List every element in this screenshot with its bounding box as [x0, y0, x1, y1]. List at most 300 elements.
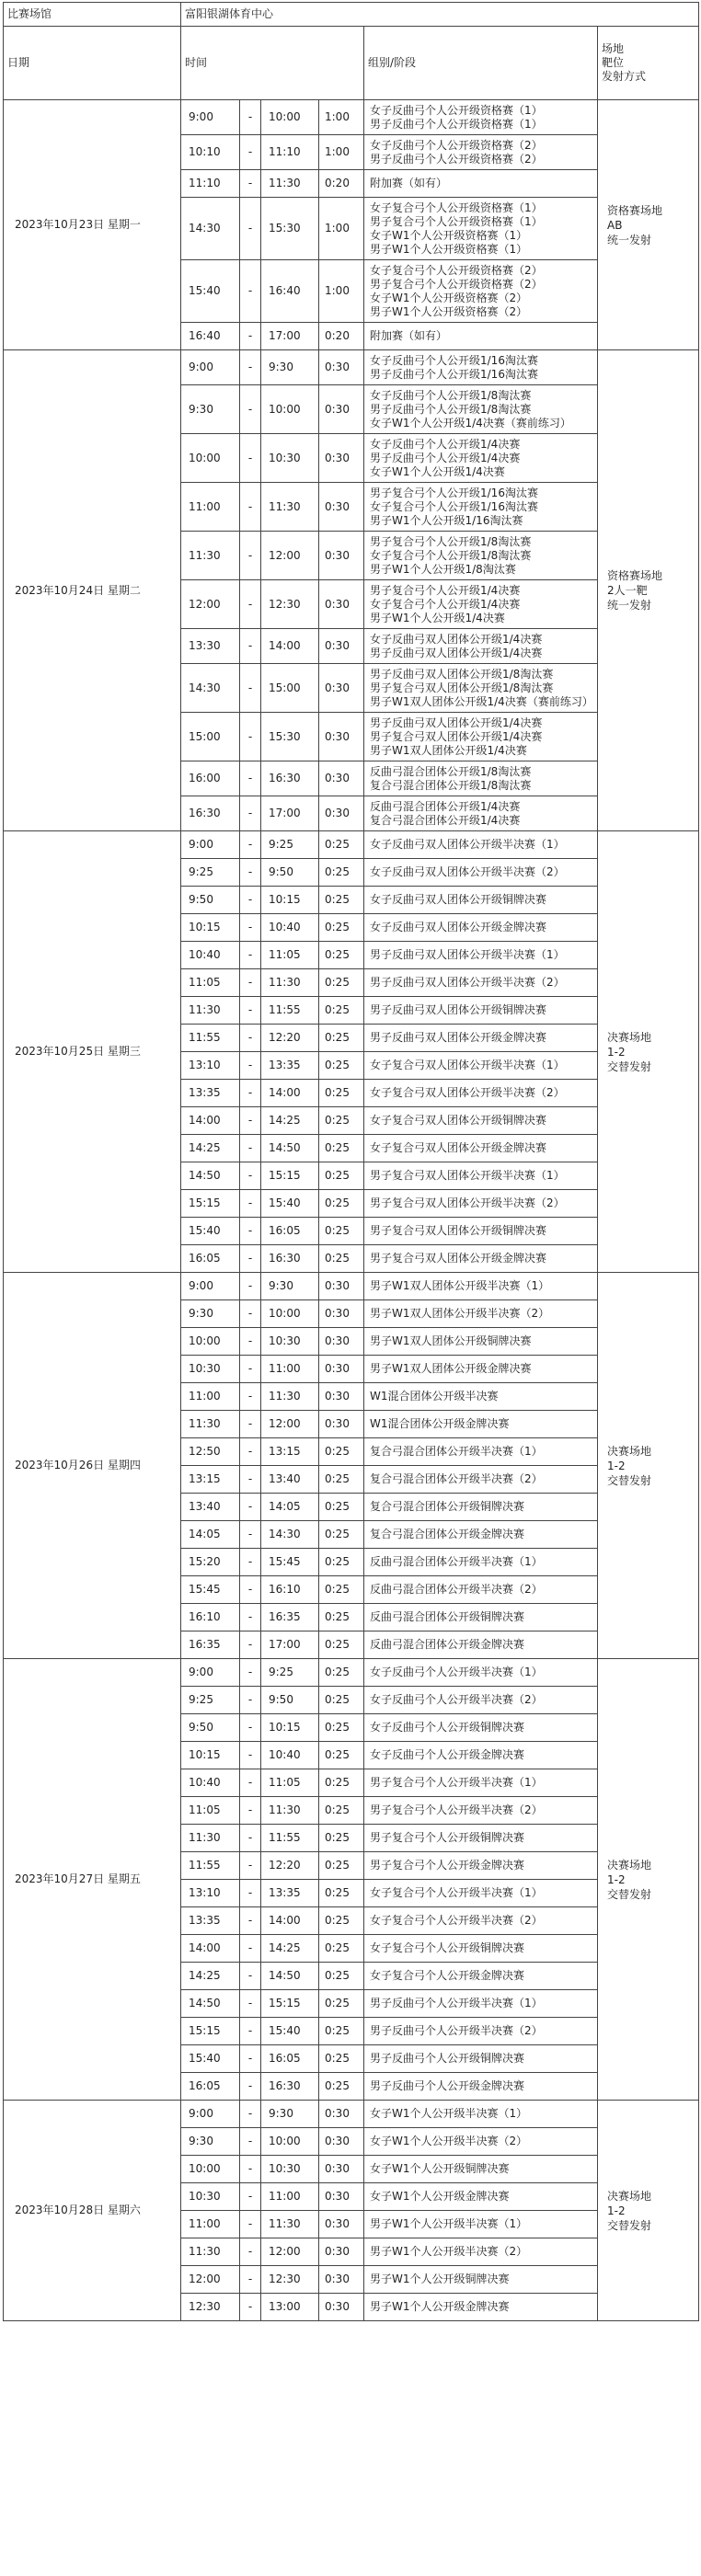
start-time: 16:05 [181, 2073, 240, 2101]
event-name: 男子复合弓个人公开级资格赛（2） [370, 277, 543, 291]
start-time: 10:40 [181, 942, 240, 969]
event-name: 男子W1个人公开级1/16淘汰赛 [370, 513, 523, 527]
time-separator: - [240, 2018, 261, 2045]
start-time: 10:15 [181, 1742, 240, 1769]
end-time: 9:30 [261, 1273, 319, 1300]
duration: 0:25 [319, 1880, 364, 1907]
end-time: 15:15 [261, 1990, 319, 2018]
duration: 0:30 [319, 761, 364, 796]
end-time: 11:30 [261, 2211, 319, 2238]
end-time: 10:00 [261, 100, 319, 135]
schedule-row [4, 1273, 699, 1300]
event-cell [364, 323, 598, 350]
duration: 0:30 [319, 664, 364, 713]
duration: 0:30 [319, 350, 364, 385]
event-name: 女子复合弓双人团体公开级铜牌决赛 [370, 1114, 547, 1127]
end-time: 11:30 [261, 969, 319, 997]
event-name: 女子复合弓个人公开级1/16淘汰赛 [370, 499, 538, 513]
duration: 0:25 [319, 1935, 364, 1963]
event-name: 男子反曲弓个人公开级1/8淘汰赛 [370, 402, 532, 416]
end-time: 14:25 [261, 1107, 319, 1135]
event-name: 男子复合弓个人公开级金牌决赛 [370, 1859, 525, 1872]
event-name: 男子W1个人公开级资格赛（2） [370, 304, 528, 318]
event-name: 男子复合弓个人公开级铜牌决赛 [370, 1831, 525, 1844]
duration: 0:25 [319, 1549, 364, 1576]
time-separator: - [240, 1549, 261, 1576]
start-time: 12:50 [181, 1438, 240, 1466]
venue-name: 富阳银湖体育中心 [181, 3, 699, 27]
end-time: 11:30 [261, 1797, 319, 1825]
time-separator: - [240, 1438, 261, 1466]
event-name: 男子复合弓双人团体公开级1/8淘汰赛 [370, 681, 554, 694]
end-time: 15:45 [261, 1549, 319, 1576]
event-name: 女子复合弓个人公开级资格赛（2） [370, 263, 543, 277]
event-name: 女子W1个人公开级金牌决赛 [370, 2190, 510, 2203]
start-time: 16:05 [181, 1245, 240, 1273]
event-cell [364, 859, 598, 887]
schedule-row [4, 1659, 699, 1687]
start-time: 11:30 [181, 1411, 240, 1438]
end-time: 16:30 [261, 2073, 319, 2101]
duration: 0:30 [319, 1383, 364, 1411]
event-name: 女子复合弓双人团体公开级半决赛（2） [370, 1086, 565, 1099]
event-cell [364, 1963, 598, 1990]
start-time: 10:30 [181, 2183, 240, 2211]
start-time: 13:40 [181, 1494, 240, 1521]
start-time: 13:30 [181, 629, 240, 664]
end-time: 17:00 [261, 796, 319, 831]
event-name: 男子反曲弓个人公开级资格赛（2） [370, 152, 543, 166]
event-name: 男子反曲弓个人公开级半决赛（1） [370, 1997, 543, 2009]
event-name: 男子反曲弓双人团体公开级金牌决赛 [370, 1031, 547, 1044]
start-time: 9:00 [181, 350, 240, 385]
duration: 0:30 [319, 1273, 364, 1300]
end-time: 11:10 [261, 135, 319, 170]
end-time: 15:30 [261, 198, 319, 260]
event-name: 复合弓混合团体公开级1/4决赛 [370, 813, 521, 827]
event-name: 男子反曲弓个人公开级半决赛（2） [370, 2024, 543, 2037]
event-cell [364, 1383, 598, 1411]
time-separator: - [240, 887, 261, 914]
event-cell [364, 1080, 598, 1107]
time-separator: - [240, 2211, 261, 2238]
event-cell [364, 1659, 598, 1687]
duration: 0:20 [319, 170, 364, 198]
duration: 0:25 [319, 1576, 364, 1604]
event-cell [364, 831, 598, 859]
start-time: 11:30 [181, 2238, 240, 2266]
event-cell [364, 1218, 598, 1245]
time-separator: - [240, 2073, 261, 2101]
event-name: 女子反曲弓个人公开级半决赛（2） [370, 1693, 543, 1706]
time-separator: - [240, 1604, 261, 1631]
end-time: 11:55 [261, 1825, 319, 1852]
time-separator: - [240, 1521, 261, 1549]
time-separator: - [240, 1769, 261, 1797]
time-separator: - [240, 1687, 261, 1714]
event-name: 男子复合弓双人团体公开级半决赛（1） [370, 1169, 565, 1182]
event-cell [364, 580, 598, 629]
duration: 0:25 [319, 1990, 364, 2018]
duration: 0:30 [319, 2294, 364, 2321]
time-separator: - [240, 1356, 261, 1383]
time-separator: - [240, 1135, 261, 1162]
duration: 0:25 [319, 1080, 364, 1107]
event-name: 女子W1个人公开级1/4决赛（赛前练习） [370, 416, 571, 429]
time-separator: - [240, 532, 261, 580]
event-name: 女子反曲弓个人公开级半决赛（1） [370, 1666, 543, 1678]
event-name: 男子复合弓个人公开级1/16淘汰赛 [370, 486, 538, 499]
date-column-header: 日期 [4, 27, 181, 100]
end-time: 10:40 [261, 1742, 319, 1769]
event-cell [364, 434, 598, 483]
duration: 0:30 [319, 2238, 364, 2266]
event-name: 男子反曲弓个人公开级1/16淘汰赛 [370, 367, 538, 381]
time-separator: - [240, 1714, 261, 1742]
field-shooting-mode: 决赛场地 1-2 交替发射 [598, 2101, 699, 2321]
event-name: 男子W1双人团体公开级半决赛（2） [370, 1307, 550, 1320]
event-cell [364, 170, 598, 198]
event-name: 反曲弓混合团体公开级1/8淘汰赛 [370, 764, 532, 778]
time-separator: - [240, 831, 261, 859]
end-time: 11:30 [261, 1383, 319, 1411]
event-cell [364, 1025, 598, 1052]
group-column-header: 组别/阶段 [364, 27, 598, 100]
duration: 0:25 [319, 1025, 364, 1052]
start-time: 13:15 [181, 1466, 240, 1494]
duration: 0:25 [319, 1852, 364, 1880]
start-time: 9:00 [181, 831, 240, 859]
start-time: 10:00 [181, 2156, 240, 2183]
event-name: 男子复合弓双人团体公开级半决赛（2） [370, 1196, 565, 1209]
start-time: 11:55 [181, 1025, 240, 1052]
event-name: 男子W1双人团体公开级金牌决赛 [370, 1362, 532, 1375]
time-separator: - [240, 1080, 261, 1107]
event-name: 女子反曲弓个人公开级资格赛（2） [370, 138, 543, 152]
event-name: 附加赛（如有） [370, 329, 448, 342]
field-column-header: 场地 靶位 发射方式 [598, 27, 699, 100]
duration: 0:25 [319, 831, 364, 859]
event-name: 男子反曲弓双人团体公开级半决赛（1） [370, 948, 565, 961]
event-name: 男子复合弓个人公开级半决赛（2） [370, 1803, 543, 1816]
event-name: 男子复合弓双人团体公开级1/4决赛 [370, 729, 543, 743]
duration: 0:30 [319, 1356, 364, 1383]
venue-header-row [4, 3, 699, 27]
start-time: 14:30 [181, 198, 240, 260]
time-separator: - [240, 1659, 261, 1687]
time-separator: - [240, 434, 261, 483]
time-separator: - [240, 580, 261, 629]
time-separator: - [240, 198, 261, 260]
end-time: 15:00 [261, 664, 319, 713]
time-separator: - [240, 1383, 261, 1411]
event-cell [364, 198, 598, 260]
start-time: 14:50 [181, 1990, 240, 2018]
end-time: 10:30 [261, 434, 319, 483]
field-shooting-mode: 决赛场地 1-2 交替发射 [598, 831, 699, 1273]
event-name: 男子W1个人公开级资格赛（1） [370, 242, 528, 256]
event-cell [364, 1549, 598, 1576]
duration: 0:25 [319, 1052, 364, 1080]
start-time: 12:00 [181, 580, 240, 629]
event-name: W1混合团体公开级金牌决赛 [370, 1417, 510, 1430]
end-time: 10:30 [261, 1328, 319, 1356]
event-name: 女子W1个人公开级资格赛（1） [370, 228, 528, 242]
start-time: 16:35 [181, 1631, 240, 1659]
event-cell [364, 1687, 598, 1714]
time-separator: - [240, 969, 261, 997]
duration: 0:30 [319, 2211, 364, 2238]
start-time: 13:35 [181, 1080, 240, 1107]
duration: 0:25 [319, 2045, 364, 2073]
end-time: 13:35 [261, 1052, 319, 1080]
event-name: 男子复合弓个人公开级1/8淘汰赛 [370, 534, 532, 548]
event-cell [364, 1880, 598, 1907]
end-time: 16:10 [261, 1576, 319, 1604]
event-name: 女子反曲弓个人公开级金牌决赛 [370, 1748, 525, 1761]
duration: 1:00 [319, 100, 364, 135]
event-cell [364, 1190, 598, 1218]
duration: 0:25 [319, 2018, 364, 2045]
event-name: 女子反曲弓个人公开级1/4决赛 [370, 437, 521, 451]
duration: 0:25 [319, 1797, 364, 1825]
event-cell [364, 260, 598, 323]
end-time: 9:25 [261, 1659, 319, 1687]
start-time: 11:30 [181, 1825, 240, 1852]
event-name: 女子反曲弓双人团体公开级半决赛（1） [370, 838, 565, 851]
end-time: 12:00 [261, 1411, 319, 1438]
end-time: 13:35 [261, 1880, 319, 1907]
duration: 0:25 [319, 969, 364, 997]
time-separator: - [240, 2128, 261, 2156]
start-time: 16:10 [181, 1604, 240, 1631]
end-time: 14:00 [261, 629, 319, 664]
event-cell [364, 1990, 598, 2018]
event-name: 男子反曲弓个人公开级铜牌决赛 [370, 2052, 525, 2065]
start-time: 16:30 [181, 796, 240, 831]
column-header-row [4, 27, 699, 100]
duration: 0:30 [319, 434, 364, 483]
end-time: 15:40 [261, 2018, 319, 2045]
event-name: 男子反曲弓双人团体公开级半决赛（2） [370, 976, 565, 989]
event-name: 女子复合弓个人公开级1/4决赛 [370, 597, 521, 611]
event-name: 反曲弓混合团体公开级半决赛（1） [370, 1555, 543, 1568]
event-name: 女子反曲弓双人团体公开级1/4决赛 [370, 632, 543, 646]
event-cell [364, 1245, 598, 1273]
event-name: 复合弓混合团体公开级半决赛（2） [370, 1472, 543, 1485]
event-name: 反曲弓混合团体公开级铜牌决赛 [370, 1610, 525, 1623]
event-cell [364, 761, 598, 796]
duration: 0:30 [319, 1328, 364, 1356]
event-cell [364, 2156, 598, 2183]
start-time: 9:00 [181, 1659, 240, 1687]
start-time: 15:20 [181, 1549, 240, 1576]
time-separator: - [240, 1466, 261, 1494]
time-separator: - [240, 260, 261, 323]
start-time: 9:30 [181, 1300, 240, 1328]
start-time: 9:00 [181, 100, 240, 135]
event-cell [364, 1356, 598, 1383]
end-time: 12:00 [261, 532, 319, 580]
end-time: 13:00 [261, 2294, 319, 2321]
end-time: 11:55 [261, 997, 319, 1025]
start-time: 11:00 [181, 2211, 240, 2238]
event-cell [364, 629, 598, 664]
end-time: 10:15 [261, 1714, 319, 1742]
event-cell [364, 2101, 598, 2128]
event-cell [364, 1935, 598, 1963]
event-name: 女子复合弓双人团体公开级半决赛（1） [370, 1059, 565, 1071]
event-cell [364, 942, 598, 969]
event-cell [364, 385, 598, 434]
event-cell [364, 1604, 598, 1631]
start-time: 11:00 [181, 483, 240, 532]
event-name: 女子复合弓个人公开级1/8淘汰赛 [370, 548, 532, 562]
time-separator: - [240, 1990, 261, 2018]
end-time: 11:05 [261, 1769, 319, 1797]
event-name: 男子W1双人团体公开级1/4决赛 [370, 743, 527, 757]
event-name: 反曲弓混合团体公开级半决赛（2） [370, 1583, 543, 1596]
duration: 0:25 [319, 942, 364, 969]
time-separator: - [240, 1825, 261, 1852]
event-name: 复合弓混合团体公开级铜牌决赛 [370, 1500, 525, 1513]
event-cell [364, 1852, 598, 1880]
event-cell [364, 2045, 598, 2073]
end-time: 10:15 [261, 887, 319, 914]
time-separator: - [240, 1190, 261, 1218]
event-name: 男子复合弓双人团体公开级金牌决赛 [370, 1252, 547, 1265]
time-separator: - [240, 1162, 261, 1190]
time-separator: - [240, 761, 261, 796]
start-time: 13:10 [181, 1880, 240, 1907]
day-date: 2023年10月26日 星期四 [4, 1273, 181, 1659]
event-cell [364, 2211, 598, 2238]
day-date: 2023年10月24日 星期二 [4, 350, 181, 831]
duration: 0:30 [319, 385, 364, 434]
end-time: 14:05 [261, 1494, 319, 1521]
end-time: 17:00 [261, 323, 319, 350]
event-name: 女子复合弓双人团体公开级金牌决赛 [370, 1141, 547, 1154]
duration: 0:30 [319, 2128, 364, 2156]
event-cell [364, 1907, 598, 1935]
time-separator: - [240, 1797, 261, 1825]
event-name: 附加赛（如有） [370, 177, 448, 189]
time-separator: - [240, 170, 261, 198]
start-time: 15:15 [181, 1190, 240, 1218]
time-separator: - [240, 1852, 261, 1880]
end-time: 11:30 [261, 170, 319, 198]
event-name: 女子复合弓个人公开级资格赛（1） [370, 200, 543, 214]
end-time: 14:25 [261, 1935, 319, 1963]
end-time: 10:00 [261, 385, 319, 434]
duration: 0:30 [319, 2266, 364, 2294]
start-time: 9:50 [181, 1714, 240, 1742]
time-separator: - [240, 1107, 261, 1135]
start-time: 13:10 [181, 1052, 240, 1080]
duration: 0:25 [319, 1218, 364, 1245]
event-name: 女子反曲弓个人公开级资格赛（1） [370, 103, 543, 117]
start-time: 15:45 [181, 1576, 240, 1604]
start-time: 9:30 [181, 385, 240, 434]
duration: 0:25 [319, 1963, 364, 1990]
start-time: 15:15 [181, 2018, 240, 2045]
time-separator: - [240, 796, 261, 831]
event-cell [364, 483, 598, 532]
time-separator: - [240, 1576, 261, 1604]
end-time: 11:00 [261, 2183, 319, 2211]
start-time: 14:05 [181, 1521, 240, 1549]
event-name: 男子W1个人公开级1/8淘汰赛 [370, 562, 516, 576]
time-separator: - [240, 135, 261, 170]
start-time: 10:10 [181, 135, 240, 170]
time-separator: - [240, 629, 261, 664]
time-separator: - [240, 1273, 261, 1300]
time-separator: - [240, 1052, 261, 1080]
event-cell [364, 1328, 598, 1356]
event-name: 女子反曲弓个人公开级1/8淘汰赛 [370, 388, 532, 402]
time-separator: - [240, 2156, 261, 2183]
start-time: 10:30 [181, 1356, 240, 1383]
event-cell [364, 2266, 598, 2294]
end-time: 12:30 [261, 2266, 319, 2294]
event-cell [364, 532, 598, 580]
field-shooting-mode: 资格赛场地 2人一靶 统一发射 [598, 350, 699, 831]
end-time: 11:00 [261, 1356, 319, 1383]
event-cell [364, 1576, 598, 1604]
time-separator: - [240, 2294, 261, 2321]
time-separator: - [240, 2045, 261, 2073]
event-cell [364, 997, 598, 1025]
event-cell [364, 1494, 598, 1521]
event-cell [364, 2128, 598, 2156]
event-name: 男子反曲弓双人团体公开级1/8淘汰赛 [370, 667, 554, 681]
time-separator: - [240, 2266, 261, 2294]
time-separator: - [240, 942, 261, 969]
event-cell [364, 796, 598, 831]
event-name: 男子复合弓个人公开级半决赛（1） [370, 1776, 543, 1789]
duration: 0:20 [319, 323, 364, 350]
duration: 0:25 [319, 1521, 364, 1549]
event-name: 男子W1双人团体公开级半决赛（1） [370, 1279, 550, 1292]
start-time: 14:25 [181, 1135, 240, 1162]
start-time: 16:40 [181, 323, 240, 350]
start-time: 14:30 [181, 664, 240, 713]
duration: 0:30 [319, 2156, 364, 2183]
event-name: 男子W1个人公开级半决赛（2） [370, 2245, 528, 2258]
duration: 0:30 [319, 1411, 364, 1438]
start-time: 13:35 [181, 1907, 240, 1935]
end-time: 9:30 [261, 2101, 319, 2128]
day-date: 2023年10月23日 星期一 [4, 100, 181, 350]
time-separator: - [240, 483, 261, 532]
event-cell [364, 2018, 598, 2045]
event-cell [364, 350, 598, 385]
time-separator: - [240, 1245, 261, 1273]
start-time: 11:00 [181, 1383, 240, 1411]
event-cell [364, 1438, 598, 1466]
event-cell [364, 1742, 598, 1769]
start-time: 11:30 [181, 997, 240, 1025]
time-separator: - [240, 664, 261, 713]
duration: 0:30 [319, 796, 364, 831]
end-time: 10:30 [261, 2156, 319, 2183]
day-date: 2023年10月25日 星期三 [4, 831, 181, 1273]
duration: 0:25 [319, 2073, 364, 2101]
event-name: 男子复合弓个人公开级1/4决赛 [370, 583, 521, 597]
event-name: 女子反曲弓个人公开级1/16淘汰赛 [370, 353, 538, 367]
time-separator: - [240, 350, 261, 385]
end-time: 12:20 [261, 1025, 319, 1052]
